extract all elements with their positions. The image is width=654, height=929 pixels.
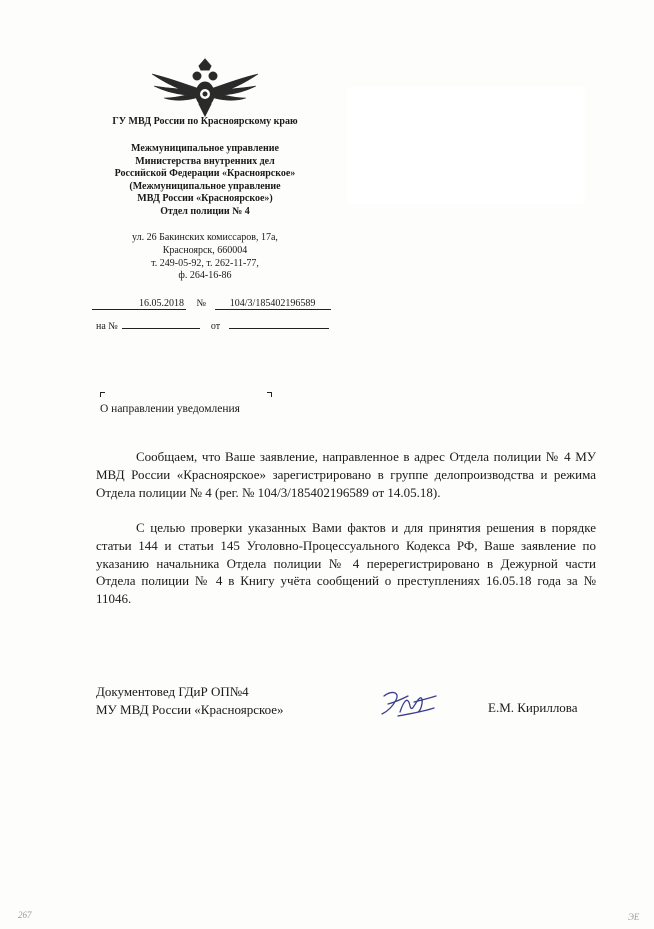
from-label: от	[210, 321, 221, 332]
department-name	[60, 143, 350, 219]
position-line: Документовед ГДиР ОП№4	[96, 684, 249, 699]
reference-label: на №	[96, 321, 118, 332]
address-line: ф. 264-16-86	[178, 270, 232, 282]
signer-position	[96, 683, 284, 718]
registration-number: 104/3/185402196589	[215, 298, 331, 310]
handwritten-signature-icon	[378, 686, 440, 720]
registration-line	[92, 298, 331, 310]
registration-date: 16.05.2018	[92, 298, 186, 310]
dept-line: Министерства внутренних дел	[135, 155, 275, 167]
reference-number	[122, 328, 200, 329]
subject-bracket-right	[267, 392, 272, 397]
subject-line: О направлении уведомления	[100, 403, 240, 415]
paragraph-text: С целью проверки указанных Вами фактов и для принятия решения в порядке статьи 144 и статьи 145 Уголовно-Процессуального Кодекса РФ, Ваше заявление по указанию начальника Отдела полиции № 4 перерегистрировано в Дежурной части Отдела полиции № 4 в Книгу учёта сообщений о преступлениях 16.05.18 года за № 11046.	[96, 520, 596, 607]
address-line: т. 249-05-92, т. 262-11-77,	[151, 257, 259, 269]
paragraph-text: Сообщаем, что Ваше заявление, направленное в адрес Отдела полиции № 4 МУ МВД России «Красноярское» зарегистрировано в группе делопроизводства и режима Отдела полиции № 4 (рег. № 104/3/185402196589 от 14.05.18).	[96, 449, 596, 500]
redacted-addressee-block	[347, 87, 585, 204]
signer-name: Е.М. Кириллова	[488, 700, 578, 715]
dept-line: Российской Федерации «Красноярское»	[114, 168, 296, 180]
body-paragraph-1	[96, 448, 596, 501]
reference-line	[96, 321, 329, 332]
margin-note-right: ЭЕ	[628, 912, 640, 922]
dept-line: Отдел полиции № 4	[160, 205, 250, 217]
address-block	[60, 232, 350, 283]
address-line: ул. 26 Бакинских комиссаров, 17а,	[132, 232, 278, 243]
margin-note-left: 267	[18, 910, 32, 920]
dept-line: МВД России «Красноярское»)	[137, 193, 273, 205]
position-line: МУ МВД России «Красноярское»	[96, 701, 284, 717]
reference-date	[229, 328, 329, 329]
address-line: Красноярск, 660004	[162, 244, 248, 256]
number-label: №	[196, 298, 207, 309]
body-paragraph-2	[96, 519, 596, 608]
dept-line: (Межмуниципальное управление	[129, 180, 281, 192]
org-title: ГУ МВД России по Красноярскому краю	[112, 116, 298, 127]
subject-bracket-left	[100, 392, 105, 397]
dept-line: Межмуниципальное управление	[131, 143, 279, 154]
mvd-emblem-icon	[150, 56, 260, 118]
